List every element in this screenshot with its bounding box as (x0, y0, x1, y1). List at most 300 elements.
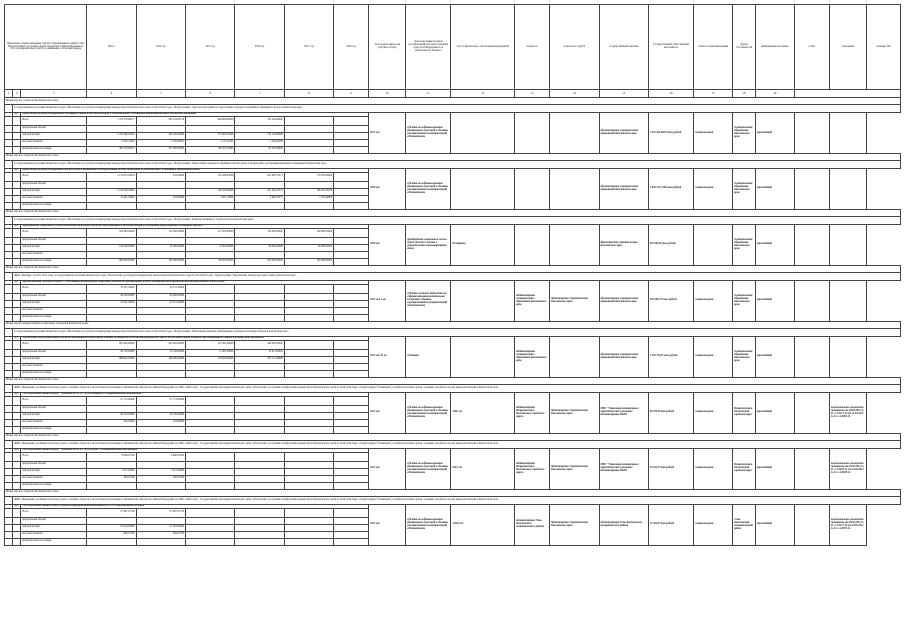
finance-value: 1 001,14636 (186, 195, 235, 202)
executor: администрации муниципальных образований Камчатского края (599, 168, 648, 209)
finance-label: краевой бюджет (21, 412, 87, 419)
finance-value (284, 363, 333, 370)
finance-value: 520 000,00000 (87, 228, 136, 237)
indent-cell (5, 160, 13, 168)
finance-value (186, 396, 235, 405)
finance-value: 141 566,43636 (186, 172, 235, 181)
indent-cell (13, 195, 21, 202)
finance-value: 40 000,00000 (284, 244, 333, 251)
finance-label: Всего (21, 508, 87, 517)
finance-value: 100 000,00000 (284, 258, 333, 265)
program-title: Государственная программа Камчатского края "Обеспечение доступным и комфортным жильем жителей Камчатского края на 2014-2018 годы". Подпрограмма "Обеспечение жилыми помещениями отдельных категорий граждан в Камчатском крае". (13, 328, 901, 336)
finance-value (235, 405, 284, 412)
indent-cell (5, 396, 13, 405)
indent-cell (5, 284, 13, 293)
empty-cell (334, 517, 369, 524)
empty-cell (334, 172, 369, 181)
finance-value (284, 300, 333, 307)
measure-title-row (5, 504, 901, 508)
indent-cell (5, 475, 13, 482)
finance-value: 27 172,00000 (87, 396, 136, 405)
financing-method: субсидия на софинансирование капитальных вложений в объекты государственной (муниципальной) собственности (406, 113, 451, 154)
indent-cell (13, 300, 21, 307)
finance-value (235, 468, 284, 475)
finance-label: краевой бюджет (21, 188, 87, 195)
program-row (5, 440, 901, 448)
column-number-row (5, 90, 901, 98)
finance-value (186, 370, 235, 377)
state-customer (550, 224, 599, 265)
program-title: Государственная программа Камчатского края "Обеспечение доступным и комфортным жильем жителей Камчатского края на 2014-2018 годы". Подпрограмма "Адресная программа по переселению граждан из аварийного жилищного фонда в Камчатском крае". (13, 105, 901, 113)
finance-value (136, 202, 185, 209)
header-cell: срок подготовки проектов постановлений для предоставления средств из Федерального и регионального бюджета (406, 5, 451, 90)
program-row (5, 272, 901, 280)
volume: 32 183,37 тыс.рублей (648, 448, 693, 489)
implementation-year: 2017 год (369, 113, 406, 154)
empty-cell (334, 405, 369, 412)
finance-label: внебюджетные источники (21, 370, 87, 377)
program-row (5, 384, 901, 392)
finance-value (284, 475, 333, 482)
finance-value: 375 906,70400 (186, 132, 235, 139)
capacity (451, 336, 515, 377)
indent-cell (5, 188, 13, 195)
finance-value (136, 426, 185, 433)
finance-value: 1 235 086,81479 (87, 132, 136, 139)
volume: 166 098,775 тыс.рублей (648, 280, 693, 321)
indent-cell (5, 105, 13, 113)
measure-number: 4.2 (13, 168, 21, 172)
finance-value: 100 000,00000 (186, 258, 235, 265)
section-row (5, 489, 901, 496)
indent-cell (13, 370, 21, 377)
program-title: ФЦП "Жилище" на 2011-2015 годы / Государственная программа Камчатского края "Обеспечение доступным и комфортным жильем жителей Камчатского края на 2014-2018 годы". Подпрограмма "Обеспечение жильем молодых семей в Камчатском крае". (13, 272, 901, 280)
finance-value: 357 000,00000 (136, 146, 185, 153)
column-number: 17 (694, 90, 733, 98)
finance-label: Всего (21, 452, 87, 461)
finance-value (186, 508, 235, 517)
column-number: 4 (87, 90, 136, 98)
indent-cell (13, 228, 21, 237)
volume: 1 250 752,91 тыс.рублей (648, 336, 693, 377)
source-name: Петропавловск-Камчатский городской округ (733, 392, 756, 433)
finance-value (235, 419, 284, 426)
finance-value (284, 356, 333, 363)
column-number: 8 (284, 90, 333, 98)
finance-value: 163 600,00000 (186, 356, 235, 363)
column-number: 15 (599, 90, 648, 98)
financing-method: субсидия на софинансирование капитальных вложений в объекты государственной (муниципальной) собственности (406, 168, 451, 209)
finance-value (136, 405, 185, 412)
indent-cell (5, 237, 13, 244)
implementation-year: 2014 год (369, 448, 406, 489)
finance-value (284, 508, 333, 517)
finance-label: Всего (21, 228, 87, 237)
finance-value: 478,40460 (136, 172, 185, 181)
column-number: 11 (406, 90, 451, 98)
section-row (5, 321, 901, 328)
finance-value (186, 284, 235, 293)
empty-cell (334, 188, 369, 195)
finance-value (186, 293, 235, 300)
capacity: 3120,0 м2 (451, 504, 515, 545)
header-cell: Предельные объемы денежных средств, направляемых в рамках этапа Ведомственных программ в форме бюджетного финансирования на этот срок финансовых средств, осваиваемых в отчетный период (5, 5, 87, 90)
finance-value (235, 524, 284, 531)
finance-value (235, 517, 284, 524)
measure-number: 4.4 (13, 280, 21, 284)
finance-label: внебюджетные источники (21, 146, 87, 153)
column-number-blank (794, 90, 900, 98)
status: переходящий (755, 280, 794, 321)
state-customer (550, 113, 599, 154)
header-cell: форма собственности (733, 5, 756, 90)
header-cell: 2014 год (136, 5, 185, 90)
finance-value (136, 181, 185, 188)
implementation-year: 2015 год, 2 эт (369, 280, 406, 321)
program-row (5, 328, 901, 336)
measure-title-row (5, 113, 901, 117)
finance-value (235, 202, 284, 209)
finance-value: 25 351,30000 (136, 300, 185, 307)
header-cell: 2018 год (334, 5, 369, 90)
measure-number: 4.1 (13, 113, 21, 117)
implementation-year: 2018 год (369, 168, 406, 209)
finance-value: 2 750,49041 (136, 139, 185, 146)
indent-cell (13, 468, 21, 475)
finance-value (284, 307, 333, 314)
finance-value (284, 293, 333, 300)
header-cell: мощность (515, 5, 550, 90)
empty-cell (334, 125, 369, 132)
program-row (5, 496, 901, 504)
recipient: администрация Петропавловск-Камчатского городского округа (515, 392, 550, 433)
header-cell: срок подачи заявок для участия в отборе (369, 5, 406, 90)
empty-cell (334, 195, 369, 202)
header-cell: объем и сроки выполнения (694, 5, 733, 90)
financing-method: приобретение социального жилья путем долевого участия в строительстве многоквартирных домов (406, 224, 451, 265)
finance-value (235, 538, 284, 545)
finance-value: 203 626,00000 (136, 340, 185, 349)
finance-label: федеральный бюджет (21, 517, 87, 524)
financing-method: субвенции (406, 336, 451, 377)
finance-value (284, 139, 333, 146)
executor: администрация Усть-Камчатского муниципального района (599, 504, 648, 545)
indent-cell (13, 412, 21, 419)
executor: МКУ "Управление капитального строительства и ремонта" администрации ПКГО (599, 392, 648, 433)
finance-value (87, 237, 136, 244)
finance-value (186, 426, 235, 433)
indent-cell (13, 475, 21, 482)
finance-value (186, 251, 235, 258)
indent-cell (13, 307, 21, 314)
recipient (515, 113, 550, 154)
state-customer (550, 336, 599, 377)
finance-value: 159 120,00400 (235, 116, 284, 125)
volume: 69 769,39 тыс.рублей (648, 392, 693, 433)
finance-value: 140 000,00000 (284, 228, 333, 237)
finance-value: 26 720,00000 (87, 349, 136, 356)
program-title: ФЦП "Повышение устойчивости жилых домов, основных объектов и систем жизнеобеспечения в сейсмических районах Российской Федерации на 2009 - 2018 годы" / Государственная программа Камчатского края "Обеспечение доступным и комфортным жильем жителей Камчатского края на 2014-2018 годы". Подпрограмма "Повышение устойчивости жилых домов, основных объектов и систем жизнеобеспечения в Камчатском крае". (13, 384, 901, 392)
section-title: Министерство строительства Камчатского края (5, 153, 901, 160)
finance-label: Всего (21, 396, 87, 405)
finance-value (136, 517, 185, 524)
finance-value (186, 419, 235, 426)
finance-value: 25 351,30000 (136, 284, 185, 293)
finance-value: 7 762,49080 (284, 195, 333, 202)
design-docs: положительное заключение экспертизы от 28.03.2013 № 41-1-4-0114-13 от 11.02.2013 № 41-1-4-0082-13 (829, 392, 866, 433)
indent-cell (5, 293, 13, 300)
empty-cell (334, 475, 369, 482)
finance-value (87, 461, 136, 468)
implementation-year: 2018 год (369, 224, 406, 265)
indent-cell (5, 132, 13, 139)
finance-label: краевой бюджет (21, 524, 87, 531)
indent-cell (13, 531, 21, 538)
indent-cell (13, 116, 21, 125)
state-customer: Министерство строительства Камчатского края (550, 448, 599, 489)
empty-cell (334, 181, 369, 188)
implementation-year: 2015 год (369, 504, 406, 545)
empty-cell (334, 307, 369, 314)
finance-value: 7 617,60000 (87, 468, 136, 475)
finance-value (186, 461, 235, 468)
finance-value (136, 125, 185, 132)
status: переходящий (755, 113, 794, 154)
header-cell: наименование источника (755, 5, 794, 90)
column-number: 16 (648, 90, 693, 98)
section-title: Министерство строительства Камчатского края (5, 377, 901, 384)
finance-value (284, 405, 333, 412)
finance-value (235, 412, 284, 419)
source-name: муниципальные образования Камчатского края (733, 168, 756, 209)
indent-cell (13, 284, 21, 293)
finance-value (87, 251, 136, 258)
finance-value (235, 531, 284, 538)
empty-cell (334, 468, 369, 475)
indent-cell (5, 125, 13, 132)
finance-label: местные бюджеты (21, 251, 87, 258)
empty-cell (334, 538, 369, 545)
finance-value (186, 524, 235, 531)
finance-label: федеральный бюджет (21, 125, 87, 132)
state-customer: Министерство строительства Камчатского края (550, 280, 599, 321)
finance-label: внебюджетные источники (21, 538, 87, 545)
recipient (515, 168, 550, 209)
column-number: 1 (5, 90, 13, 98)
finance-value: 100 000,00000 (136, 258, 185, 265)
status: переходящий (755, 168, 794, 209)
capacity (451, 113, 515, 154)
finance-value: 5 032,12491 (87, 139, 136, 146)
finance-value (235, 125, 284, 132)
section-title: Министерство строительства Камчатского края (5, 265, 901, 272)
finance-value: 452,00000 (87, 419, 136, 426)
indent-cell (13, 244, 21, 251)
column-number: 10 (369, 90, 406, 98)
finance-value: 400 000,00000 (87, 258, 136, 265)
finance-value (235, 508, 284, 517)
header-cell: 2015 год (186, 5, 235, 90)
finance-value (186, 300, 235, 307)
volume: 645 000,00 тыс.рублей (648, 224, 693, 265)
indent-cell (5, 307, 13, 314)
finance-value: 8 090,45760 (136, 452, 185, 461)
indent-cell (13, 482, 21, 489)
finance-value (136, 188, 185, 195)
finance-value (136, 251, 185, 258)
finance-value (235, 482, 284, 489)
finance-value (136, 363, 185, 370)
section-title: Министерство строительства Камчатского края (5, 489, 901, 496)
ownership: муниципальная (694, 448, 733, 489)
capacity: 96 квартир (451, 224, 515, 265)
finance-value (186, 307, 235, 314)
column-number: 7 (235, 90, 284, 98)
measure-title: Сейсмоусиление здания (блоки Б) средней общеобразовательной школы № 2 в п.Усть-Камчатск (II этап) (21, 504, 369, 508)
indent-cell (5, 524, 13, 531)
indent-cell (5, 468, 13, 475)
finance-value (284, 349, 333, 356)
finance-label: Всего (21, 172, 87, 181)
column-number: 3 (21, 90, 87, 98)
finance-label: краевой бюджет (21, 468, 87, 475)
indent-cell (5, 349, 13, 356)
finance-value (186, 314, 235, 321)
measure-title-row (5, 392, 901, 396)
status: переходящий (755, 504, 794, 545)
implementation-year: 2017 год, 91 кв (369, 336, 406, 377)
empty-cell (334, 531, 369, 538)
finance-value (186, 125, 235, 132)
finance-value (235, 300, 284, 307)
indent-cell (5, 181, 13, 188)
finance-value: 478,40460 (136, 195, 185, 202)
empty-cell (334, 419, 369, 426)
empty-cell (334, 251, 369, 258)
measure-title: Обеспечение благоустроенными жилыми помещениями детей-сирот и детей, оставшихся без попечения родителей, лиц из числа детей-сирот, а также лиц, потерявших в период обучения обоих родителей (21, 336, 369, 340)
document-sheet (4, 4, 901, 546)
measure-number: 4.6 (13, 392, 21, 396)
investment-table (4, 4, 901, 546)
finance-value (186, 517, 235, 524)
measure-title-row (5, 336, 901, 340)
finance-value: 35 351,30000 (87, 284, 136, 293)
recipient: администрация Усть-Камчатского муниципального района (515, 504, 550, 545)
recipient: администрация Петропавловск-Камчатского городского округа (515, 448, 550, 489)
finance-value: 28 000,00000 (235, 244, 284, 251)
financing-method: субсидии местным бюджетам на софинансирование капитальных вложений в объекты государственной (муниципальной) собственности (406, 280, 451, 321)
finance-label: внебюджетные источники (21, 314, 87, 321)
finance-value: 7 617,60000 (136, 468, 185, 475)
finance-value: 235 721,00000 (235, 356, 284, 363)
finance-value (284, 132, 333, 139)
finance-value (136, 461, 185, 468)
finance-label: федеральный бюджет (21, 293, 87, 300)
finance-value (235, 237, 284, 244)
empty-cell (334, 426, 369, 433)
program-title: ФЦП "Повышение устойчивости жилых домов, основных объектов и систем жизнеобеспечения в сейсмических районах Российской Федерации на 2009 - 2018 годы" / Государственная программа Камчатского края "Обеспечение доступным и комфортным жильем жителей Камчатского края на 2014-2018 годы". Подпрограмма "Повышение устойчивости жилых домов, основных объектов и систем жизнеобеспечения в Камчатском крае". (13, 440, 901, 448)
section-row (5, 98, 901, 105)
empty-cell (334, 132, 369, 139)
source-name: муниципальные образования Камчатского края (733, 336, 756, 377)
finance-value: 246 632,00000 (235, 340, 284, 349)
deviation (794, 168, 829, 209)
finance-label: Всего (21, 340, 87, 349)
empty-cell (334, 139, 369, 146)
finance-value (87, 125, 136, 132)
finance-value: 384,25760 (136, 475, 185, 482)
program-row (5, 216, 901, 224)
empty-cell (334, 116, 369, 125)
finance-value (186, 363, 235, 370)
finance-value: 664,47700 (87, 531, 136, 538)
empty-cell (334, 363, 369, 370)
finance-value (284, 419, 333, 426)
measure-number: 4.11 (13, 504, 21, 508)
header-cell: значение ПД (866, 5, 900, 90)
finance-value (284, 538, 333, 545)
executor: МКУ "Управление капитального строительства и ремонта" администрации ПКГО (599, 448, 648, 489)
implementation-year: 2014 год (369, 392, 406, 433)
finance-value (186, 468, 235, 475)
finance-value (284, 125, 333, 132)
finance-label: местные бюджеты (21, 475, 87, 482)
indent-cell (5, 405, 13, 412)
finance-value: 100 000,00000 (235, 258, 284, 265)
indent-cell (5, 370, 13, 377)
finance-value (186, 181, 235, 188)
finance-value (87, 307, 136, 314)
column-number: 18 (733, 90, 756, 98)
finance-label: Всего (21, 284, 87, 293)
finance-value: 25 351,30000 (87, 300, 136, 307)
column-number: 19 (755, 90, 794, 98)
finance-label: федеральный бюджет (21, 405, 87, 412)
empty-cell (334, 356, 369, 363)
recipient: администрации муниципальных образований Камчатского края (515, 336, 550, 377)
source-name: муниципальные образования Камчатского края (733, 113, 756, 154)
finance-value (136, 314, 185, 321)
finance-value: 325 461,00000 (186, 340, 235, 349)
empty-cell (334, 524, 369, 531)
empty-cell (334, 508, 369, 517)
empty-cell (334, 340, 369, 349)
indent-cell (13, 139, 21, 146)
finance-value (186, 237, 235, 244)
state-customer: Министерство строительства Камчатского края (550, 504, 599, 545)
finance-value (235, 181, 284, 188)
header-cell: получатель средств (550, 5, 599, 90)
finance-value (186, 531, 235, 538)
indent-cell (13, 146, 21, 153)
finance-value: 898 945,00000 (87, 356, 136, 363)
indent-cell (13, 419, 21, 426)
indent-cell (13, 405, 21, 412)
indent-cell (5, 340, 13, 349)
indent-cell (13, 237, 21, 244)
indent-cell (5, 384, 13, 392)
finance-value: 27 003,00000 (87, 524, 136, 531)
finance-value (235, 475, 284, 482)
header-cell: статус (794, 5, 829, 90)
finance-value: 26 720,00000 (136, 412, 185, 419)
header-cell: 2016 год (235, 5, 284, 90)
finance-value: 27 172,00000 (136, 396, 185, 405)
source-name: Петропавловск-Камчатский городской округ (733, 448, 756, 489)
ownership: муниципальная (694, 113, 733, 154)
indent-cell (5, 146, 13, 153)
deviation (794, 448, 829, 489)
